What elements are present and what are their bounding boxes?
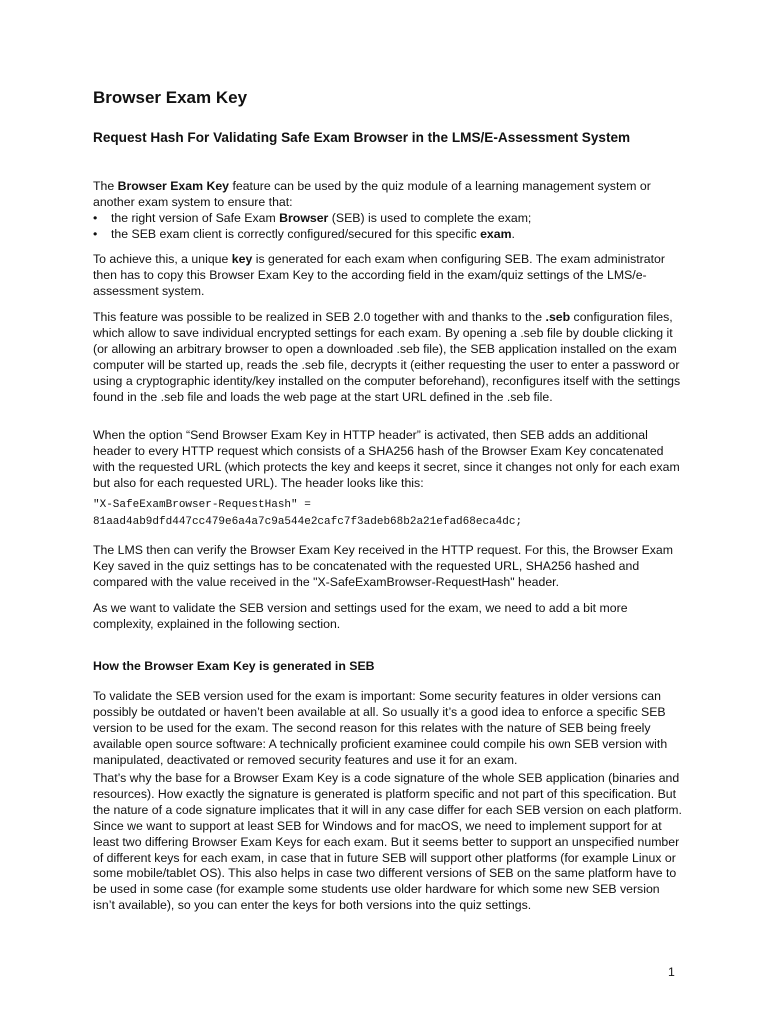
- bullet2-text-2: .: [511, 226, 515, 241]
- seb-version-paragraph: To validate the SEB version used for the exam is important: Some security features in older versions can possibly be outdated or haven’t been available at all. So usually it’s a good idea to enforce a specific SEB version to be used for the exam. The second reason for this relates with the nature of SEB being freely available open source software: A technically proficient examinee could compile his own SEB version with manipulated, deactivated or removed security features and use it for an exam.: [93, 689, 668, 767]
- bullet-icon: •: [93, 226, 98, 241]
- list-item: [93, 211, 683, 227]
- list-item: [93, 227, 683, 243]
- p3-text-2: configuration files, which allow to save individual encrypted settings for each exam. By opening a .seb file by double clicking it (or allowing an arbitrary browser to open a downloaded .seb file), the SEB application installed on the exam computer will be started up, reads the .seb file, decrypts it (either requesting the user to enter a password or using a cryptographic identity/key installed on the computer beforehand), reconfigures itself with the settings found in the .seb file and loads the web page at the start URL defined in the .seb file.: [93, 310, 681, 404]
- bullet1-text-2: (SEB) is used to complete the exam;: [328, 211, 532, 225]
- unique-key-paragraph: [93, 252, 683, 300]
- p2-bold-1: key: [231, 252, 253, 266]
- bullet1-text-1: the right version of Safe Exam: [111, 211, 280, 225]
- intro-text-1: The: [93, 179, 118, 193]
- http-header-paragraph: When the option “Send Browser Exam Key in HTTP header” is activated, then SEB adds an additional header to every HTTP request which consists of a SHA256 hash of the Browser Exam Key concatenated with the requested URL (which protects the key and keeps it secret, since it changes not only for each exam but also for each requested URL). The header looks like this:: [93, 428, 680, 490]
- bullet2-text-1: the SEB exam client is correctly configured/secured for this specific: [111, 226, 481, 241]
- code-signature-paragraph: That’s why the base for a Browser Exam Key is a code signature of the whole SEB application (binaries and resources). How exactly the signature is generated is platform specific and not part of this specification. But the nature of a code signature implicates that it will in any case differ for each SEB version on each platform. Since we want to support at least SEB for Windows and for macOS, we need to implement support for at least two differing Browser Exam Keys for each exam. But it seems better to support an unspecified number of different keys for each exam, in case that in future SEB will support other platforms (for example Linux or some mobile/tablet OS). This also helps in case two different versions of SEB on the same platform have to be used in some case (for example some students use older hardware for which some new SEB version isn’t available), so you can enter the keys for both versions into the quiz settings.: [93, 771, 682, 913]
- document-subtitle: Request Hash For Validating Safe Exam Browser in the LMS/E-Assessment System: [93, 130, 631, 145]
- seb-config-paragraph: [93, 310, 683, 405]
- document-title: Browser Exam Key: [93, 88, 248, 107]
- bullet-icon: •: [93, 211, 98, 225]
- bullet2-bold-1: exam: [480, 226, 512, 241]
- lms-verify-paragraph: The LMS then can verify the Browser Exam Key received in the HTTP request. For this, the Browser Exam Key saved in the quiz settings has to be concatenated with the requested URL, SHA256 hashed and compared with the value received in the "X-SafeExamBrowser-RequestHash" header.: [93, 543, 674, 589]
- complexity-paragraph: As we want to validate the SEB version and settings used for the exam, we need to add a bit more complexity, explained in the following section.: [93, 601, 628, 631]
- intro-text-2: feature can be used by the quiz module of a learning management system or another exam system to ensure that:: [93, 179, 651, 209]
- intro-bold-1: Browser Exam Key: [117, 179, 230, 193]
- intro-paragraph: [93, 179, 683, 211]
- bullet1-bold-1: Browser: [279, 211, 329, 225]
- requirements-list: [93, 211, 683, 243]
- p2-text-2: is generated for each exam when configuring SEB. The exam administrator then has to copy this Browser Exam Key to the according field in the exam/quiz settings of the LMS/e-assessment system.: [93, 252, 665, 298]
- section-heading: How the Browser Exam Key is generated in SEB: [93, 659, 375, 673]
- p3-bold-1: .seb: [545, 310, 571, 324]
- request-hash-code-line-1: "X-SafeExamBrowser-RequestHash" =: [93, 499, 311, 511]
- p2-text-1: To achieve this, a unique: [93, 252, 232, 266]
- page-number: 1: [668, 965, 675, 979]
- request-hash-code-line-2: 81aad4ab9dfd447cc479e6a4a7c9a544e2cafc7f3adeb68b2a21efad68eca4dc;: [93, 516, 523, 528]
- p3-text-1: This feature was possible to be realized in SEB 2.0 together with and thanks to the: [93, 310, 546, 324]
